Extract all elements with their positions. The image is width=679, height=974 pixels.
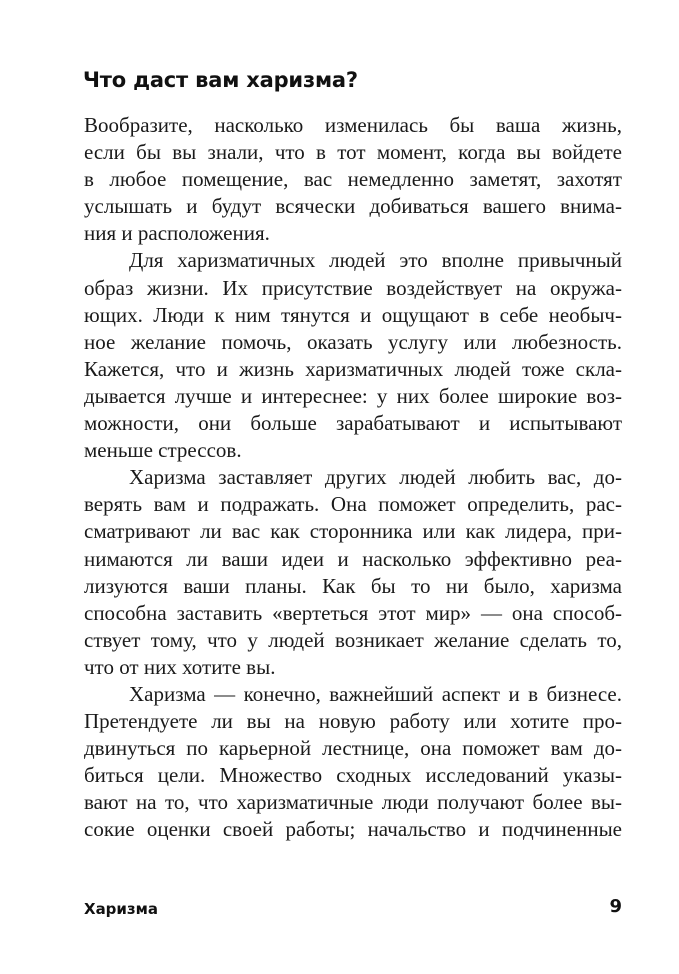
text-line: ствует тому, что у людей возникает желание сделать то, xyxy=(84,627,622,652)
text-line: Харизма заставляет других людей любить вас, до- xyxy=(129,465,622,490)
text-line: Для харизматичных людей это вполне привычный xyxy=(129,248,622,273)
text-line: лизуются ваши планы. Как бы то ни было, харизма xyxy=(84,573,622,598)
text-line: вают на то, что харизматичные люди получают более вы- xyxy=(84,790,622,815)
text-line: дывается лучше и интереснее: у них более широкие воз- xyxy=(84,383,622,408)
text-line: биться цели. Множество сходных исследований указы- xyxy=(84,763,622,788)
text-line: Харизма — конечно, важнейший аспект и в бизнесе. xyxy=(129,681,622,706)
text-line: ное желание помочь, оказать услугу или любезность. xyxy=(84,329,622,354)
body-text xyxy=(84,112,622,844)
text-line: образ жизни. Их присутствие воздействует на окружа- xyxy=(84,275,622,300)
page-number: 9 xyxy=(609,896,622,917)
text-line: Претендуете ли вы на новую работу или хотите про- xyxy=(84,709,622,734)
text-line: двинуться по карьерной лестнице, она поможет вам до- xyxy=(84,736,622,761)
text-line: ющих. Люди к ним тянутся и ощущают в себе необыч- xyxy=(84,302,622,327)
text-line: сматривают ли вас как сторонника или как лидера, при- xyxy=(84,519,622,544)
text-line: меньше стрессов. xyxy=(84,438,242,463)
text-line: ния и расположения. xyxy=(84,221,270,246)
text-line: нимаются ли ваши идеи и насколько эффективно реа- xyxy=(84,546,622,571)
text-line: если бы вы знали, что в тот момент, когда вы войдете xyxy=(84,140,622,165)
text-line: верять вам и подражать. Она поможет определить, рас- xyxy=(84,492,622,517)
text-line: что от них хотите вы. xyxy=(84,654,276,679)
text-line: Кажется, что и жизнь харизматичных людей тоже скла- xyxy=(84,356,622,381)
text-line: услышать и будут всячески добиваться вашего внима- xyxy=(84,194,622,219)
section-heading: Что даст вам харизма? xyxy=(83,68,358,92)
text-line: Вообразите, насколько изменилась бы ваша жизнь, xyxy=(84,113,622,137)
running-footer-title: Харизма xyxy=(84,900,159,918)
text-line: в любое помещение, вас немедленно заметят, захотят xyxy=(84,167,622,192)
text-line: способна заставить «вертеться этот мир» — она способ- xyxy=(84,600,622,625)
text-line: сокие оценки своей работы; начальство и подчиненные xyxy=(84,817,622,842)
text-line: можности, они больше зарабатывают и испытывают xyxy=(84,411,622,436)
